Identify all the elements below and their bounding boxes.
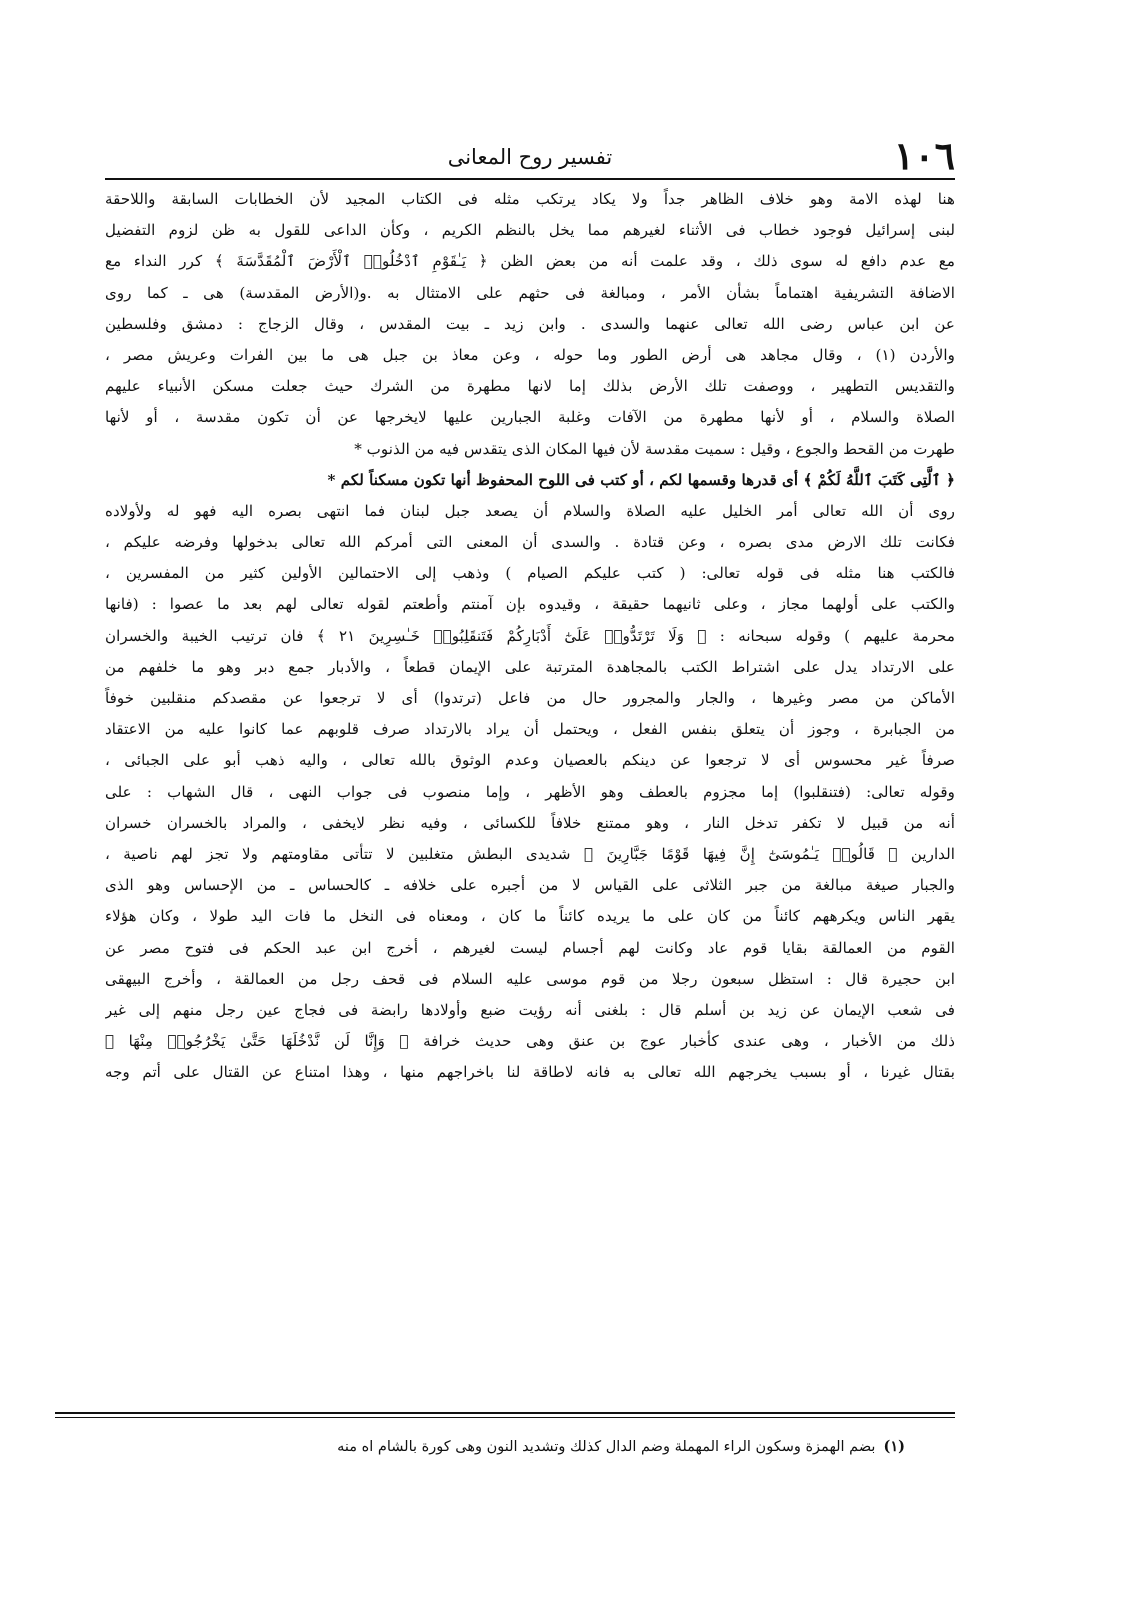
text-line: صرفاً غير محسوس أى لا ترجعوا عن دينكم بالعصيان وعدم الوثوق بالله تعالى ، واليه ذهب أبو على الجبائى ، xyxy=(105,751,955,770)
text-line: فى شعب الإيمان عن زيد بن أسلم قال : بلغنى أنه رؤيت ضبع وأولادها رابضة فى فجاج عين رجل منهم إلى غير xyxy=(105,1000,955,1019)
footnote-marker: (١) xyxy=(883,1438,905,1455)
footnote xyxy=(105,1432,905,1462)
text-line: يقهر الناس ويكرههم كائناً من كان على ما يريده كائناً ما كان ، ومعناه فى النخل ما فات اليد طولا ، وكان هؤلاء xyxy=(105,907,955,926)
footnote-rule xyxy=(55,1412,955,1414)
text-line: والتقديس التطهير ، ووصفت تلك الأرض بذلك إما لانها مطهرة من الشرك حيث جعلت مسكن الأنبياء عليهم xyxy=(105,377,955,396)
text-line: أنه من قبيل لا تكفر تدخل النار ، وهو ممتنع خلافاً للكسائى ، وفيه نظر لايخفى ، والمراد بالخسران خسران xyxy=(105,813,955,832)
text-line: فكانت تلك الارض مدى بصره ، وعن قتادة . والسدى أن المعنى التى أمركم الله تعالى بدخولها وفرضه عليكم ، xyxy=(105,533,955,552)
text-line: الاضافة التشريفية اهتماماً بشأن الأمر ، ومبالغة فى حثهم على الامتثال به .و(الأرض المقدسة) هى ـ كما روى xyxy=(105,283,955,302)
header-rule xyxy=(105,178,955,180)
body-text xyxy=(105,184,955,1088)
text-line: على الارتداد يدل على اشتراط الكتب بالمجاهدة المترتبة على الإيمان قطعاً ، والأدبار جمع دبر وهو ما خلفهم من xyxy=(105,657,955,676)
running-title: تفسير روح المعانى xyxy=(447,145,613,169)
verse-line: ﴿ ٱلَّتِى كَتَبَ ٱللَّهُ لَكُمْ ﴾ أى قدرها وقسمها لكم ، أو كتب فى اللوح المحفوظ أنها تكون مسكناً لكم * xyxy=(327,470,955,489)
text-line: والأردن (١) ، وقال مجاهد هى أرض الطور وما حوله ، وعن معاذ بن جبل هى ما بين الفرات وعريش مصر ، xyxy=(105,345,955,364)
text-line: بقتال غيرنا ، أو بسبب يخرجهم الله تعالى به فانه لاطاقة لنا باخراجهم منها ، وهذا امتناع عن القتال على أتم وجه xyxy=(105,1063,955,1082)
footnote-text: بضم الهمزة وسكون الراء المهملة وضم الدال كذلك وتشديد النون وهى كورة بالشام اه منه xyxy=(337,1439,876,1455)
text-line: فالكتب هنا مثله فى قوله تعالى: ( كتب عليكم الصيام ) وذهب إلى الاحتمالين الأولين كثير من المفسرين ، xyxy=(105,564,955,583)
text-line: هنا لهذه الامة وهو خلاف الظاهر جداً ولا يكاد يرتكب مثله فى الكتاب المجيد لأن الخطابات السابقة واللاحقة xyxy=(105,190,955,208)
text-line: عن ابن عباس رضى الله تعالى عنهما والسدى . وابن زيد ـ بيت المقدس ، وقال الزجاج : دمشق وفلسطين xyxy=(105,314,955,333)
text-line: محرمة عليهم ) وقوله سبحانه : ﴿ وَلَا تَرْتَدُّوا۟ عَلَىٰٓ أَدْبَارِكُمْ فَتَنقَلِبُوا۟ خَـٰسِرِينَ ٢١ ﴾ فان ترتيب الخيبة والخسران xyxy=(105,626,955,645)
page-header xyxy=(105,133,955,178)
text-line: الأماكن من مصر وغيرها ، والجار والمجرور حال من فاعل (ترتدوا) أى لا ترجعوا عن مقصدكم منقلبين خوفاً xyxy=(105,689,955,707)
page-number: ١٠٦ xyxy=(893,133,955,178)
text-line: والكتب على أولهما مجاز ، وعلى ثانيهما حقيقة ، وقيدوه بإن آمنتم وأطعتم لقوله تعالى لهم بعد ما عصوا : (فانها xyxy=(105,595,955,614)
text-line: وقوله تعالى: (فتنقلبوا) إما مجزوم بالعطف وهو الأظهر ، وإما منصوب فى جواب النهى ، قال الشهاب : على xyxy=(105,782,955,801)
text-line: من الجبابرة ، وجوز أن يتعلق بنفس الفعل ، ويحتمل أن يراد بالارتداد صرف قلوبهم عما كانوا عليه من الاعتقاد xyxy=(105,720,955,739)
text-line: الصلاة والسلام ، أو لأنها مطهرة من الآفات وغلبة الجبارين عليها لايخرجها عن أن تكون مقدسة ، أو لأنها xyxy=(105,408,955,427)
text-line: روى أن الله تعالى أمر الخليل عليه الصلاة والسلام أن يصعد جبل لبنان فما انتهى بصره اليه فهو له ولأولاده xyxy=(105,501,955,520)
text-line: ذلك من الأخبار ، وهى عندى كأخبار عوج بن عنق وهى حديث خرافة ﴿ وَإِنَّا لَن نَّدْخُلَهَا حَتَّىٰ يَخْرُجُوا۟ مِنْهَا ﴾ xyxy=(105,1032,955,1051)
text-line: لبنى إسرائيل فوجود خطاب فى الأثناء لغيرهم مما يخل بالنظم الكريم ، وكأن الداعى للقول به ظن لزوم التفضيل xyxy=(105,221,955,240)
text-line: الدارين ﴿ قَالُوا۟ يَـٰمُوسَىٰٓ إِنَّ فِيهَا قَوْمًا جَبَّارِينَ ﴾ شديدى البطش متغلبين لا تتأتى مقاومتهم ولا تجز لهم ناصية ، xyxy=(105,844,955,863)
text-line: طهرت من القحط والجوع ، وقيل : سميت مقدسة لأن فيها المكان الذى يتقدس فيه من الذنوب * xyxy=(354,439,955,458)
text-line: ابن حجيرة قال : استظل سبعون رجلا من قوم موسى عليه السلام فى قحف رجل من العمالقة ، وأخرج البيهقى xyxy=(105,969,955,988)
text-line: مع عدم دافع له سوى ذلك ، وقد علمت أنه من بعض الظن ﴿ يَـٰقَوْمِ ٱدْخُلُوا۟ ٱلْأَرْضَ ٱلْمُقَدَّسَةَ ﴾ كرر النداء مع xyxy=(105,252,955,271)
text-line: القوم من العمالقة بقايا قوم عاد وكانت لهم أجسام ليست لغيرهم ، أخرج ابن عبد الحكم فى فتوح مصر عن xyxy=(105,938,955,957)
footnote-rule-thin xyxy=(55,1417,955,1418)
text-line: والجبار صيغة مبالغة من جبر الثلاثى على القياس لا من أجبره على خلافه ـ كالحساس ـ من الإحساس وهو الذى xyxy=(105,876,955,895)
